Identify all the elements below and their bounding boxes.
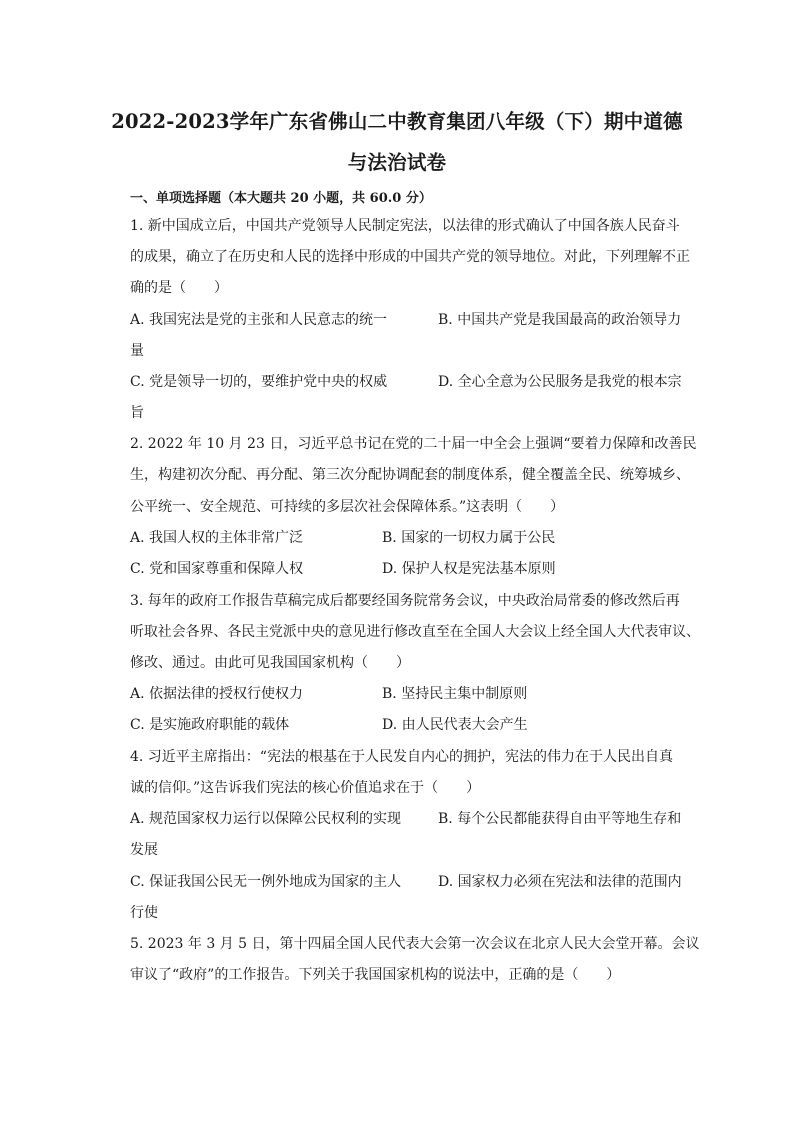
q1-stem-line-3: 确的是（ ） bbox=[130, 280, 228, 296]
q4-stem-line-2: 诚的信仰。”这告诉我们宪法的核心价值追求在于（ ） bbox=[130, 780, 481, 796]
q3-stem-line-3: 修改、通过。由此可见我国国家机构（ ） bbox=[130, 655, 410, 671]
q2-option-d: D. 保护人权是宪法基本原则 bbox=[382, 561, 556, 577]
q4-option-b: B. 每个公民都能获得自由平等地生存和 bbox=[438, 811, 682, 827]
q4-option-c: C. 保证我国公民无一例外地成为国家的主人 bbox=[130, 874, 402, 890]
q2-option-b: B. 国家的一切权力属于公民 bbox=[382, 530, 556, 546]
exam-title-line-2: 与法治试卷 bbox=[347, 151, 447, 174]
q1-option-b: B. 中国共产党是我国最高的政治领导力 bbox=[438, 312, 682, 328]
q3-stem-line-2: 听取社会各界、各民主党派中央的意见进行修改直至在全国人大会议上经全国人大代表审议、 bbox=[130, 624, 700, 640]
q4-stem-line-1: 4. 习近平主席指出：“宪法的根基在于人民发自内心的拥护，宪法的伟力在于人民出自真 bbox=[130, 749, 673, 765]
section-heading: 一、单项选择题（本大题共 20 小题，共 60.0 分） bbox=[130, 191, 432, 206]
q5-stem-line-1: 5. 2023 年 3 月 5 日，第十四届全国人民代表大会第一次会议在北京人民大会堂开幕。会议 bbox=[130, 936, 700, 952]
q2-stem-line-2: 生，构建初次分配、再分配、第三次分配协调配套的制度体系，健全覆盖全民、统筹城乡、 bbox=[130, 467, 690, 483]
q4-option-d-wrap: 行使 bbox=[130, 905, 158, 921]
q1-option-a: A. 我国宪法是党的主张和人民意志的统一 bbox=[130, 312, 388, 328]
q4-option-b-wrap: 发展 bbox=[130, 842, 158, 858]
q2-option-a: A. 我国人权的主体非常广泛 bbox=[130, 530, 304, 546]
q1-stem-line-2: 的成果，确立了在历史和人民的选择中形成的中国共产党的领导地位。对此，下列理解不正 bbox=[130, 249, 690, 265]
q2-stem-line-1: 2. 2022 年 10 月 23 日，习近平总书记在党的二十届一中全会上强调“要着力保障和改善民 bbox=[130, 436, 697, 452]
q3-option-d: D. 由人民代表大会产生 bbox=[382, 717, 528, 733]
q1-option-c: C. 党是领导一切的，要维护党中央的权威 bbox=[130, 374, 388, 390]
q2-stem-line-3: 公平统一、安全规范、可持续的多层次社会保障体系。”这表明（ ） bbox=[130, 499, 565, 515]
q2-option-c: C. 党和国家尊重和保障人权 bbox=[130, 561, 304, 577]
q3-option-b: B. 坚持民主集中制原则 bbox=[382, 686, 528, 702]
q1-option-d: D. 全心全意为公民服务是我党的根本宗 bbox=[438, 374, 682, 390]
q4-option-a: A. 规范国家权力运行以保障公民权利的实现 bbox=[130, 811, 402, 827]
q1-option-b-wrap: 量 bbox=[130, 343, 144, 359]
q3-stem-line-1: 3. 每年的政府工作报告草稿完成后都要经国务院常务会议，中央政治局常委的修改然后再 bbox=[130, 593, 680, 609]
exam-title-line-1: 2022-2023学年广东省佛山二中教育集团八年级（下）期中道德 bbox=[111, 110, 683, 133]
q1-option-d-wrap: 旨 bbox=[130, 405, 144, 421]
q3-option-c: C. 是实施政府职能的载体 bbox=[130, 717, 290, 733]
q1-stem-line-1: 1. 新中国成立后，中国共产党领导人民制定宪法，以法律的形式确认了中国各族人民奋斗 bbox=[130, 218, 680, 234]
q5-stem-line-2: 审议了“政府”的工作报告。下列关于我国国家机构的说法中，正确的是（ ） bbox=[130, 967, 621, 983]
q3-option-a: A. 依据法律的授权行使权力 bbox=[130, 686, 304, 702]
q4-option-d: D. 国家权力必须在宪法和法律的范围内 bbox=[438, 874, 682, 890]
